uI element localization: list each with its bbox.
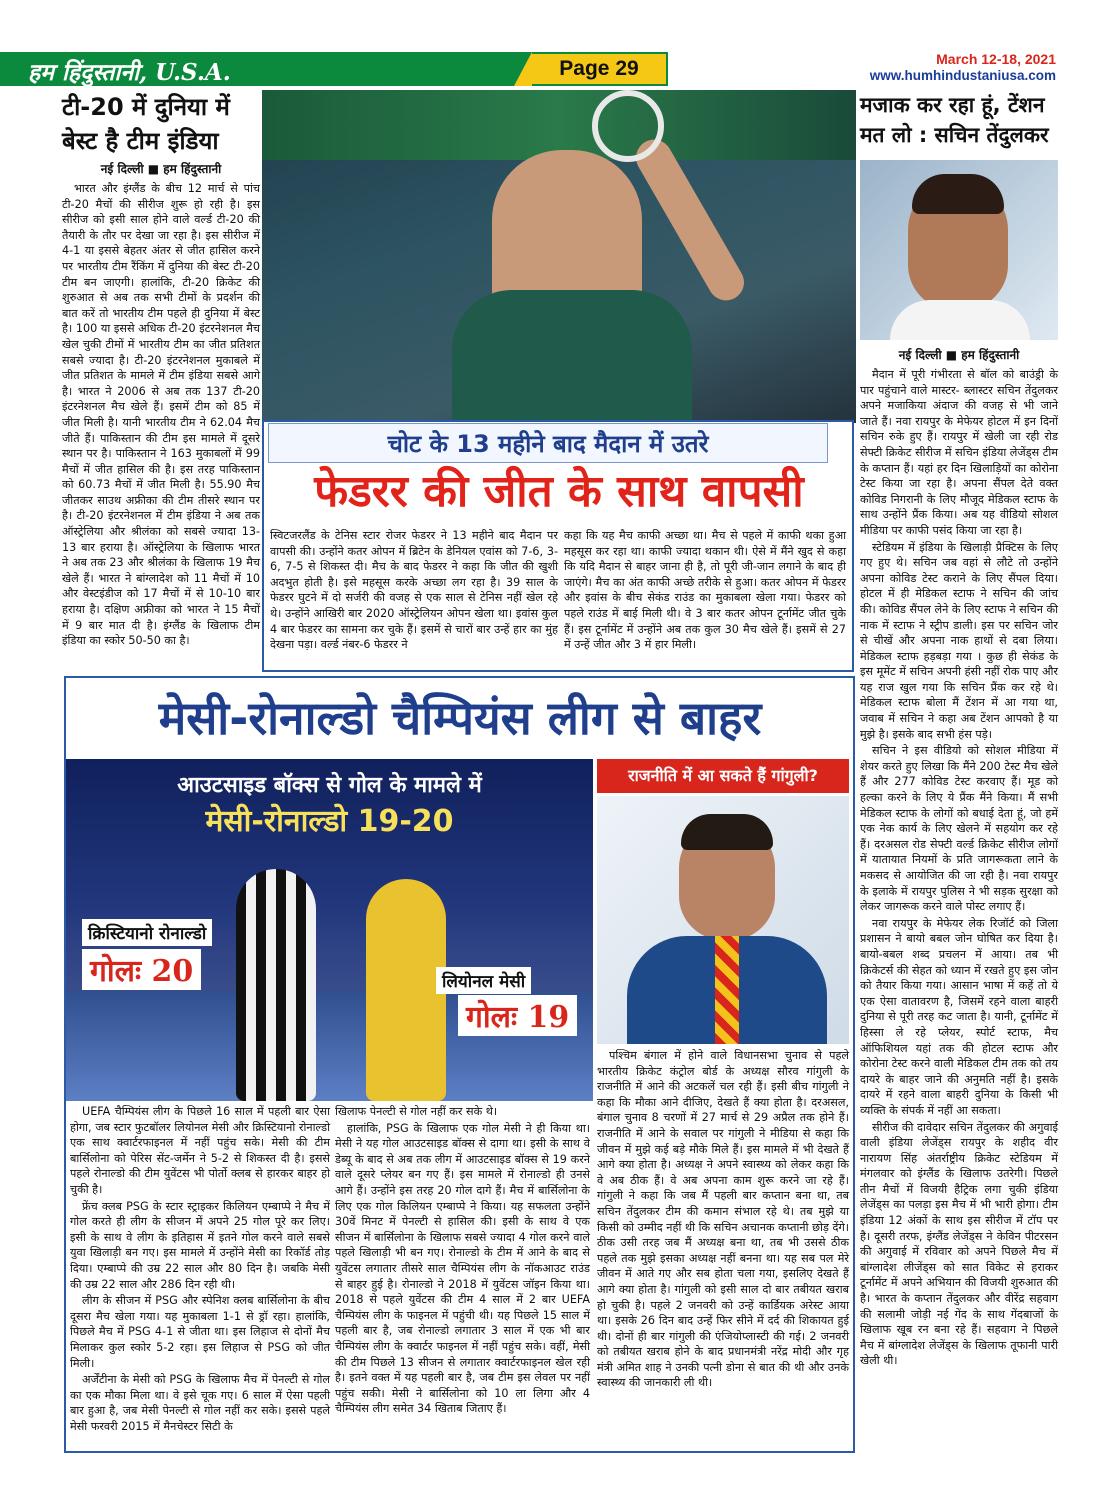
federer-kicker: चोट के 13 महीने बाद मैदान में उतरे (268, 423, 828, 463)
ronaldo-name: क्रिस्टियानो रोनाल्डो (82, 919, 212, 946)
messi-goals: गोलः 19 (458, 995, 577, 1036)
ganguly-para: पश्चिम बंगाल में होने वाले विधानसभा चुनाव से पहले भारतीय क्रिकेट कंट्रोल बोर्ड के अध्यक्ष सौरव गांगुली के राजनीति में आने की अटकलें चल रही हैं। इसी बीच गांगुली ने कहा कि मौका आने दीजिए, देखते हैं क्या होता है। दरअसल, बंगाल चुनाव 8 चरणों में 27 मार्च से 29 अप्रैल तक होने हैं। राजनीति में आने के सवाल पर गांगुली ने मीडिया से कहा कि जीवन में मुझे कई बड़े मौके मिले हैं। इस मामले में भी देखते हैं आगे क्या होता है। अध्यक्ष ने अपने स्वास्थ्य को लेकर कहा कि वे अब ठीक हैं। वे अब अपना काम शुरू करने जा रहे हैं। गांगुली ने कहा कि जब मैं पहली बार कप्तान बना था, तब सचिन तेंदुलकर टीम की कमान संभाल रहे थे। तब मुझे या किसी को उम्मीद नहीं थी कि सचिन अचानक कप्तानी छोड़ देंगे। ठीक उसी तरह जब मैं अध्यक्ष बना था, तब भी उससे ठीक पहले तक मुझे इसका अध्यक्ष नहीं बनना था। यह सब पल मेरे जीवन में आते गए और सब होता चला गया, इसलिए देखते हैं आगे क्या होता है। गांगुली को इसी साल दो बार तबीयत खराब हो चुकी है। पहले 2 जनवरी को उन्हें कार्डियक अरेस्ट आया था। इसके 26 दिन बाद उन्हें फिर सीने में दर्द की शिकायत हुई थी। दोनों ही बार गांगुली की एंजियोप्लास्टी की गई। 2 जनवरी को तबीयत खराब होने के बाद प्रधानमंत्री नरेंद्र मोदी और गृह मंत्री अमित शाह ने उनकी पत्नी डोना से बात की थी और उनके स्वास्थ्य की जानकारी ली थी। (597, 1049, 849, 1390)
graphic-line-1: आउटसाइड बॉक्स से गोल के मामले में (177, 773, 482, 798)
page-number: Page 29 (530, 52, 668, 86)
right-story-para: सीरीज की दावेदार सचिन तेंदुलकर की अगुवाई वाली इंडिया लेजेंड्स रायपुर के शहीद वीर नारायण सिंह अंतर्राष्ट्रीय क्रिकेट स्टेडियम में मंगलवार को इंग्लैंड के खिलाफ उतरेगी। पिछले तीन मैचों में विजयी हैट्रिक लगा चुकी इंडिया लेजेंड्स का पलड़ा इस मैच में भी भारी होगा। टीम इंडिया 12 अंकों के साथ इस सीरीज में टॉप पर है। दूसरी तरफ, इंग्लैंड लेजेंड्स ने केविन पीटरसन की अगुवाई में रविवार को अपने पिछले मैच में बांग्लादेश लीजेंड्स को सात विकेट से हराकर टूर्नामेंट में अपने अभियान की विजयी शुरुआत की है। भारत के कप्तान तेंदुलकर और वीरेंद्र सहवाग की सलामी जोड़ी नई गेंद के साथ गेंदबाजों के खिलाफ खूब रन बना रहे हैं। सहवाग ने पिछले मैच में बांग्लादेश लेजेंड्स के खिलाफ तूफानी पारी खेली थी। (860, 1120, 1058, 1368)
right-story-body (860, 367, 1058, 1369)
goals-graphic (66, 759, 593, 1101)
right-story (860, 90, 1058, 150)
messi-name: लियोनल मेसी (436, 967, 531, 994)
federer-col-1-text: स्विटजरलैंड के टेनिस स्टार रोजर फेडरर ने 13 महीने बाद मैदान पर वापसी की। उन्होंने कतर ओपन में ब्रिटेन के डेनियल एवांस को 7-6, 3-6, 7-5 से शिकस्त दी। मैच के बाद फेडरर ने कहा कि जीत की खुशी अदभुत होती है। इसे महसूस करके अच्छा लग रहा है। 39 साल के फेडरर घुटने में दो सर्जरी की वजह से एक साल से टेनिस नहीं खेल रहे थे। उन्होंने आखिरी बार 2020 ऑस्ट्रेलियन ओपन खेला था। इवांस कुल 4 बार फेडरर का सामना कर चुके हैं। इसमें से चारों बार उन्हें हार का मुंह देखना पड़ा। वर्ल्ड नंबर-6 फेडरर ने (270, 529, 558, 652)
federer-col-1 (270, 528, 558, 653)
federer-col-2 (564, 528, 846, 653)
ganguly-body (597, 1048, 849, 1391)
ganguly-kicker: राजनीति में आ सकते हैं गांगुली? (597, 759, 849, 793)
left-story-para: भारत और इंग्लैंड के बीच 12 मार्च से पांच टी-20 मैचों की सीरीज शुरू हो रही है। इस सीरीज को इसी साल होने वाले वर्ल्ड टी-20 की तैयारी के तौर पर देखा जा रहा है। इस सीरीज में 4-1 या इससे बेहतर अंतर से जीत हासिल करने पर भारतीय टीम रैंकिंग में दुनिया की बेस्ट टी-20 टीम बन जाएगी। हालांकि, टी-20 क्रिकेट की शुरुआत से अब तक सभी टीमों के प्रदर्शन की बात करें तो भारतीय टीम पहले ही दुनिया में बेस्ट है। 100 या इससे अधिक टी-20 इंटरनेशनल मैच खेल चुकी टीमों में भारतीय टीम का जीत प्रतिशत सबसे ज्यादा है। टी-20 इंटरनेशनल मुकाबले में जीत प्रतिशत के मामले में टीम इंडिया सबसे आगे है। भारत ने 2006 से अब तक 137 टी-20 इंटरनेशनल मैच खेले हैं। इसमें टीम को 85 में जीत मिली है। यानी भारतीय टीम ने 62.04 मैच जीते हैं। पाकिस्तान की टीम इस मामले में दूसरे स्थान पर है। पाकिस्तान ने 163 मुकाबलों में 99 मैचों में जीत हासिल की है। इस तरह पाकिस्तान को 60.73 मैचों में जीत मिली है। 55.90 मैच जीतकर साउथ अफ्रीका की टीम तीसरे स्थान पर है। टी-20 इंटरनेशनल में टीम इंडिया ने अब तक ऑस्ट्रेलिया और श्रीलंका को सबसे ज्यादा 13-13 बार हराया है। ऑस्ट्रेलिया के खिलाफ भारत ने अब तक 23 और श्रीलंका के खिलाफ 19 मैच खेले हैं। भारत ने बांग्लादेश को 11 मैचों में 10 और वेस्टइंडीज को 17 मैचों में से 10-10 बार हराया है। दक्षिण अफ्रीका को भारत ने 15 मैचों में 9 बार मात दी है। इंग्लैंड के खिलाफ टीम इंडिया का स्कोर 50-50 का है। (62, 182, 260, 648)
site-url[interactable]: www.humhindustaniusa.com (869, 68, 1056, 83)
federer-photo (262, 90, 856, 423)
right-story-para: सचिन ने इस वीडियो को सोशल मीडिया में शेयर करते हुए लिखा कि मैंने 200 टेस्ट मैच खेले हैं और 277 कोविड टेस्ट करवाए हैं। मूड को हल्का करने के लिए ये प्रैंक मैंने किया। मैं सभी मेडिकल स्टाफ के लोगों को बधाई देता हूं, जो हमें एक नेक कार्य के लिए खेलने में सहयोग कर रहे हैं। दरअसल रोड सेफ्टी वर्ल्ड क्रिकेट सीरीज लोगों में यातायात नियमों के प्रति जागरूकता लाने के मकसद से आयोजित की जा रही है। नवा रायपुर के इलाके में रायपुर पुलिस ने भी सड़क सुरक्षा को लेकर जागरूक करने वाले पोस्ट लगाए हैं। (860, 744, 1058, 914)
messi-para: हालांकि, PSG के खिलाफ एक गोल मेसी ने ही किया था। मेसी ने यह गोल आउटसाइड बॉक्स से दागा था। इसी के साथ वे डेब्यू के बाद से अब तक लीग में आउटसाइड बॉक्स से 19 करने वाले दूसरे प्लेयर बन गए हैं। इस मामले में रोनाल्डो ही उनसे आगे हैं। उन्होंने इस तरह 20 गोल दागे हैं। मैच में बार्सिलोना के लिए एक गोल किलियन एम्बाप्पे ने किया। यह सफलता उन्होंने 30वें मिनट में पेनल्टी से हासिल की। इसी के साथ वे एक सीजन में बार्सिलोना के खिलाफ सबसे ज्यादा 4 गोल करने वाले पहले खिलाड़ी भी बन गए। रोनाल्डो के टीम में आने के बाद से युवेंटस लगातार तीसरे साल चैम्पियंस लीग के नॉकआउट राउंड से बाहर हुई है। रोनाल्डो ने 2018 में युवेंटस जॉइन किया था। 2018 से पहले युवेंटस की टीम 4 साल में 2 बार UEFA चैम्पियंस लीग के फाइनल में पहुंची थी। यह पिछले 15 साल में पहली बार है, जब रोनाल्डो लगातार 3 साल में एक भी बार चैम्पियंस लीग के क्वार्टर फाइनल में नहीं पहुंच सके। वहीं, मेसी की टीम पिछले 13 सीजन से लगातार क्वार्टरफाइनल खेल रही है। इतने वक्त में यह पहली बार है, जब टीम इस लेवल पर नहीं पहुंच सकी। मेसी ने बार्सिलोना को 10 ला लिगा और 4 चैम्पियंस लीग समेत 34 खिताब जिताए हैं। (335, 1121, 590, 1416)
left-story-body (62, 181, 260, 649)
sachin-photo (860, 160, 1058, 340)
right-story-byline: नई दिल्ली ■ हम हिंदुस्तानी (898, 348, 1020, 362)
federer-col-2-text: कहा कि यह मैच काफी अच्छा था। मैच से पहले में काफी थका हुआ महसूस कर रहा था। काफी ज्यादा थकान थी। ऐसे में मैंने खुद से कहा कि यदि मैदान से बाहर जाना ही है, तो पूरी जी-जान लगाने के बाद ही जाएंगे। मैच का अंत काफी अच्छे तरीके से हुआ। कतर ओपन में फेडरर और इवांस के बीच सेकंड राउंड का मुकाबला खेला गया। फेडरर को पहले राउंड में बाई मिली थी। वे 3 बार कतर ओपन टूर्नामेंट जीत चुके हैं। इस टूर्नामेंट में उन्होंने अब तक कुल 30 मैच खेले हैं। इसमें से 27 में उन्हें जीत और 3 में हार मिली। (564, 529, 846, 652)
left-story-headline: टी-20 में दुनिया में बेस्ट है टीम इंडिया (62, 93, 230, 155)
messi-col-1 (70, 1104, 330, 1434)
federer-headline: फेडरर की जीत के साथ वापसी (314, 466, 804, 517)
right-story-para: स्टेडियम में इंडिया के खिलाड़ी प्रैक्टिस के लिए गए हुए थे। सचिन जब वहां से लौटे तो उन्होंने अपना कोविड टेस्ट कराने के लिए सैंपल दिया। होटल में ही मेडिकल स्टाफ ने सचिन की जांच की। कोविड सैंपल लेने के लिए स्टाफ ने सचिन की नाक में स्टाफ ने स्ट्रीप डाली। इस पर सचिन जोर से चीखें और अपना नाक हाथों से दबा लिया। मेडिकल स्टाफ हड़बड़ा गया । कुछ ही सेकंड के इस मूमेंट में सचिन अपनी हंसी नहीं रोक पाए और यह राज खुल गया कि सचिन प्रैंक कर रहे थे। मेडिकल स्टाफ बोला मैं टेंशन में आ गया था, जवाब में सचिन ने कहा अब टेंशन आपको है या मुझे है। इसके बाद सभी हंस पड़े। (860, 540, 1058, 741)
right-story-para: नवा रायपुर के मेफेयर लेक रिजॉर्ट को जिला प्रशासन ने बायो बबल जोन घोषित कर दिया है। बायो-बबल शब्द प्रचलन में आया। तब भी क्रिकेटर्स की सेहत को ध्यान में रखते हुए इस जोन को तैयार किया गया। आसान भाषा में कहें तो ये एक ऐसा वातावरण है, जिसमें रहने वाला बाहरी दुनिया से पूरी तरह कट जाता है। यानी, टूर्नामेंट में हिस्सा ले रहे प्लेयर, स्पोर्ट स्टाफ, मैच ऑफिशियल यहां तक की होटल स्टाफ और कोरोना टेस्ट करने वाली मेडिकल टीम तक को तय दायरे के बाहर जाने की अनुमति नहीं है। इसके दायरे में रहने वाला बाहरी दुनिया के किसी भी व्यक्ति के संपर्क में नहीं आ सकता। (860, 916, 1058, 1117)
right-story-para: मैदान में पूरी गंभीरता से बॉल को बाउंड्री के पार पहुंचाने वाले मास्टर- ब्लास्टर सचिन तेंदुलकर अपने मजाकिया अंदाज की वजह से भी जाने जाते हैं। नवा रायपुर के मेफेयर होटल में इन दिनों सचिन रुके हुए हैं। रायपुर में खेली जा रही रोड सेफ्टी क्रिकेट सीरीज में सचिन इंडिया लेजेंड्स टीम के कप्तान हैं। यहां हर दिन खिलाड़ियों का कोरोना टेस्ट किया जा रहा है। अपना सैंपल देते वक्त कोविड निगरानी के लिए मौजूद मेडिकल स्टाफ के साथ उन्होंने प्रैंक किया। अब यह वीडियो सोशल मीडिया पर काफी पसंद किया जा रहा है। (860, 368, 1058, 537)
messi-para: लीग के सीजन में PSG और स्पेनिश क्लब बार्सिलोना के बीच दूसरा मैच खेला गया। यह मुकाबला 1-1 से ड्रॉ रहा। हालांकि, पिछले मैच में PSG 4-1 से जीता था। इस लिहाज से दोनों मैच मिलाकर कुल स्कोर 5-2 रहा। इस लिहाज से PSG को जीत मिली। (70, 1294, 330, 1370)
messi-para: UEFA चैम्पियंस लीग के पिछले 16 साल में पहली बार ऐसा होगा, जब स्टार फुटबॉलर लियोनल मेसी और क्रिस्टियानो रोनाल्डो एक साथ क्वार्टरफाइनल में नहीं पहुंच सके। मेसी की टीम बार्सिलोना को पेरिस सेंट-जर्मेन ने 5-2 से शिकस्त दी है। इससे पहले रोनाल्डो की टीम युवेंटस भी पोर्तो क्लब से हारकर बाहर हो चुकी है। (70, 1105, 330, 1196)
left-story-byline: नई दिल्ली ■ हम हिंदुस्तानी (100, 162, 222, 176)
ronaldo-figure (236, 869, 316, 1101)
right-story-body-wrap (860, 344, 1058, 1369)
messi-para: फ्रेंच क्लब PSG के स्टार स्ट्राइकर किलियन एम्बाप्पे ने मैच में गोल करते ही लीग के सीजन में अपने 25 गोल पूरे कर लिए। इसी के साथ वे लीग के इतिहास में इतने गोल करने वाले सबसे युवा खिलाड़ी बन गए। इस मामले में उन्होंने मेसी का रिकॉर्ड तोड़ दिया। एम्बाप्पे की उम्र 22 साल और 80 दिन है। जबकि मेसी की उम्र 22 साल और 286 दिन रही थी। (70, 1199, 330, 1291)
graphic-line-2: मेसी-रोनाल्डो 19-20 (205, 804, 454, 839)
ronaldo-goals: गोलः 20 (82, 949, 201, 990)
masthead-title: हम हिंदुस्तानी, U.S.A. (28, 59, 231, 86)
right-story-headline: मजाक कर रहा हूं, टेंशन मत लो : सचिन तेंदुलकर (860, 93, 1049, 147)
messi-para: खिलाफ पेनल्टी से गोल नहीं कर सके थे। (335, 1105, 498, 1118)
messi-para: अर्जेंटीना के मेसी को PSG के खिलाफ मैच में पेनल्टी से गोल का एक मौका मिला था। वे इसे चूक गए। 6 साल में ऐसा पहली बार हुआ है, जब मेसी पेनल्टी से गोल नहीं कर सके। इससे पहले मेसी फरवरी 2015 में मैनचेस्टर सिटी के (70, 1373, 330, 1433)
messi-col-2 (335, 1104, 590, 1417)
issue-date: March 12-18, 2021 (936, 51, 1056, 67)
left-story (62, 90, 260, 649)
ganguly-photo (597, 796, 849, 1044)
messi-headline: मेसी-रोनाल्डो चैम्पियंस लीग से बाहर (158, 691, 762, 745)
messi-figure (366, 879, 446, 1101)
